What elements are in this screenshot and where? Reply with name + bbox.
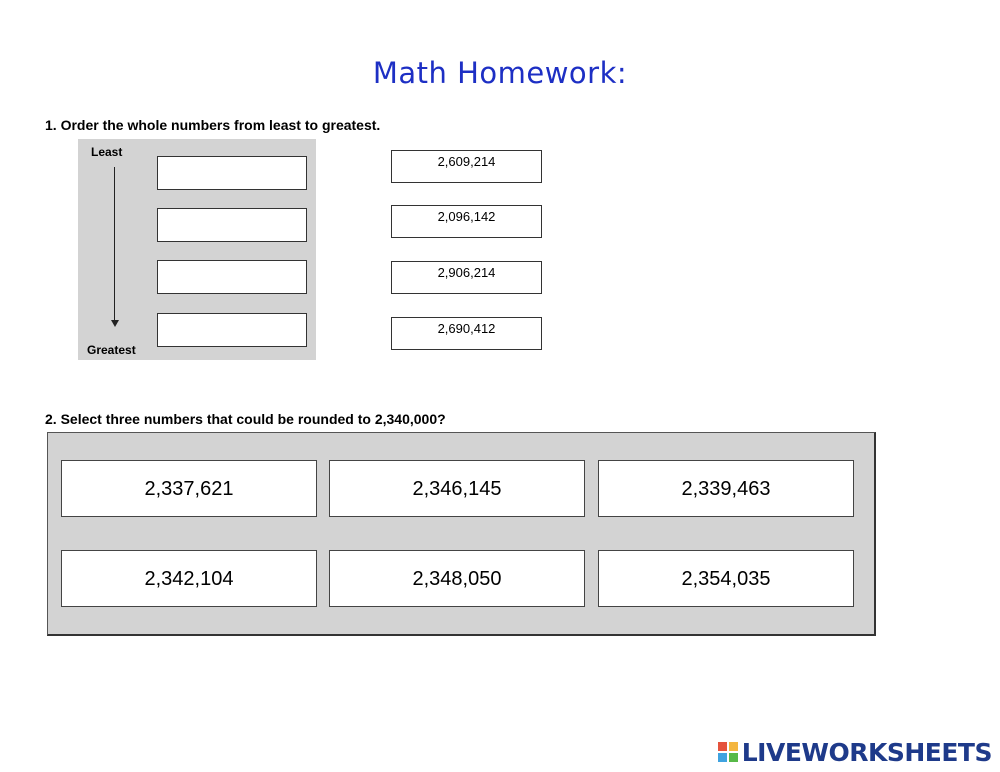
option-button[interactable]: 2,346,145 xyxy=(329,460,585,517)
question-1-prompt: 1. Order the whole numbers from least to greatest. xyxy=(45,117,381,133)
down-arrow-icon xyxy=(114,167,115,323)
drop-slot-2[interactable] xyxy=(157,208,307,242)
select-panel xyxy=(47,432,876,636)
greatest-label: Greatest xyxy=(87,343,136,357)
brand-name: LIVEWORKSHEETS xyxy=(741,737,992,767)
option-button[interactable]: 2,342,104 xyxy=(61,550,317,607)
liveworksheets-logo-icon xyxy=(718,742,738,762)
option-button[interactable]: 2,348,050 xyxy=(329,550,585,607)
least-label: Least xyxy=(91,145,123,159)
question-2-prompt: 2. Select three numbers that could be rounded to 2,340,000? xyxy=(45,411,446,427)
number-card[interactable]: 2,906,214 xyxy=(391,261,542,294)
number-card[interactable]: 2,609,214 xyxy=(391,150,542,183)
arrow-head-icon xyxy=(111,320,119,327)
page-title: Math Homework: xyxy=(372,56,628,90)
drop-slot-4[interactable] xyxy=(157,313,307,347)
option-button[interactable]: 2,337,621 xyxy=(61,460,317,517)
option-button[interactable]: 2,339,463 xyxy=(598,460,854,517)
order-panel xyxy=(78,139,316,360)
drop-slot-3[interactable] xyxy=(157,260,307,294)
liveworksheets-brand[interactable] xyxy=(718,737,992,767)
number-card[interactable]: 2,690,412 xyxy=(391,317,542,350)
drop-slot-1[interactable] xyxy=(157,156,307,190)
option-button[interactable]: 2,354,035 xyxy=(598,550,854,607)
number-card[interactable]: 2,096,142 xyxy=(391,205,542,238)
